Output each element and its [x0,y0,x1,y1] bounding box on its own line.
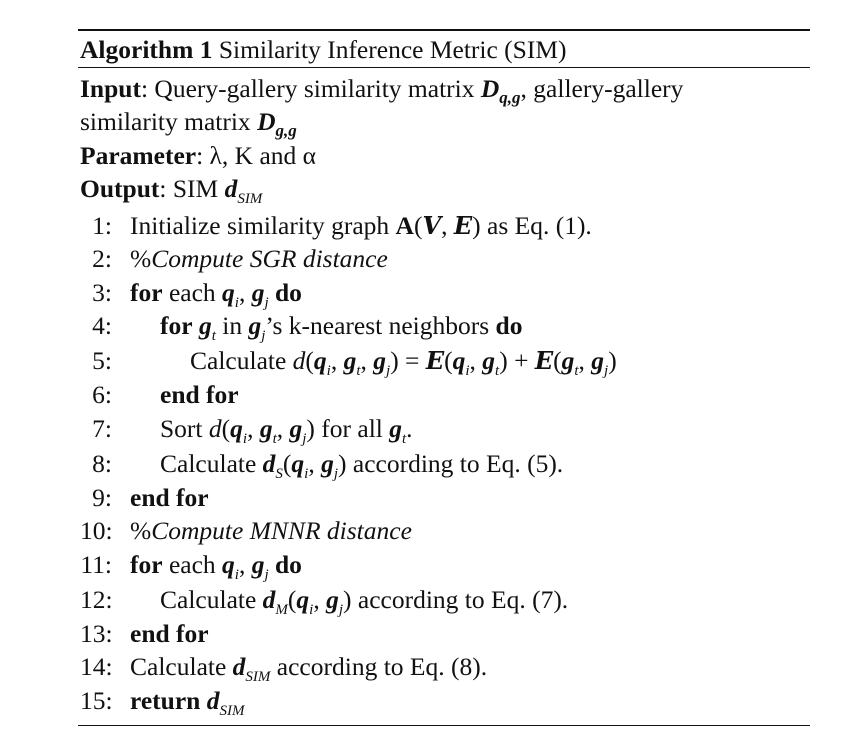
line-number: 5: [92,346,112,375]
input-label: Input [80,74,141,103]
input-D-sub: q,g [499,88,521,107]
line-text: Initialize similarity graph A(V, E) as Eq. (1). [130,211,592,240]
line-text: Calculate $d_M(q_i$, $g_j$) according to Eq. (7). [160,585,569,618]
line-text: end for [160,380,239,409]
line-number: 3: [92,278,112,307]
parameter-line [80,140,316,172]
algorithm-line [80,345,820,377]
line-text: %Compute MNNR distance [130,516,412,545]
line-text: for each $q_i$, $g_j$ do [130,278,302,311]
parameter-label: Parameter [80,141,197,170]
input-line-2 [80,106,297,138]
algorithm-line [80,482,820,514]
algorithm-line [80,277,820,309]
input-text-2: , gallery-gallery [520,74,684,103]
algorithm-line [80,448,820,480]
title-rule [78,67,810,68]
output-d-sub: SIM [237,191,263,207]
line-text: for each $q_i$, $g_j$ do [130,550,302,583]
line-number: 12: [80,585,113,614]
input-D2-sub: g,g [275,121,297,140]
algorithm-line [80,584,820,616]
line-number: 13: [80,619,113,648]
algorithm-line [80,310,820,342]
line-text: Calculate $d_S(q_i$, $g_j$) according to Eq. (5). [160,449,564,482]
line-text: return $d_{SIM}$ [130,686,245,719]
input-text-1: : Query-gallery similarity matrix [140,74,481,103]
algorithm-line [80,515,820,547]
line-number: 14: [80,652,113,681]
input-D2: D [257,107,276,136]
parameter-text: : λ, K and α [196,141,317,170]
algorithm-line [80,413,820,445]
line-text: Sort $d(q_i$, $g_t$, $g_j$) for all $g_t$. [160,414,413,447]
line-number: 11: [80,550,112,579]
algorithm-line [80,651,820,683]
line-number: 6: [92,380,112,409]
algorithm-line [80,549,820,581]
line-text: %Compute SGR distance [130,244,388,273]
output-line [80,173,262,205]
bottom-rule [78,725,810,726]
algorithm-line [80,243,820,275]
line-text: end for [130,619,209,648]
input-line-1 [80,73,683,105]
algorithm-name: Similarity Inference Metric (SIM) [218,35,567,64]
line-text: end for [130,483,209,512]
line-text: Calculate $d(q_i$, $g_t$, $g_j) = E(q_i$, $g_t) + E(g_t$, $g_j$) [190,346,617,379]
line-number: 1: [92,211,112,240]
algorithm-label: Algorithm 1 [80,35,213,64]
output-text: : SIM [159,174,225,203]
line-number: 7: [92,414,112,443]
output-d: d [224,174,238,203]
algorithm-line [80,379,820,411]
top-rule [78,29,810,31]
input-text-3: similarity matrix [80,107,258,136]
algorithm-title [80,34,567,66]
line-number: 15: [80,686,113,715]
algorithm-line [80,685,820,717]
output-label: Output [80,174,160,203]
line-number: 2: [92,244,112,273]
line-number: 4: [92,311,112,340]
input-D: D [480,74,500,103]
line-number: 8: [92,449,112,478]
line-number: 9: [92,483,112,512]
line-number: 10: [80,516,113,545]
line-text: for $g_t$ in $g_j’s$ k-nearest neighbors do [160,311,523,344]
line-text: Calculate $d_{SIM}$ according to Eq. (8). [130,652,488,685]
algorithm-line [80,210,820,242]
algorithm-line [80,618,820,650]
